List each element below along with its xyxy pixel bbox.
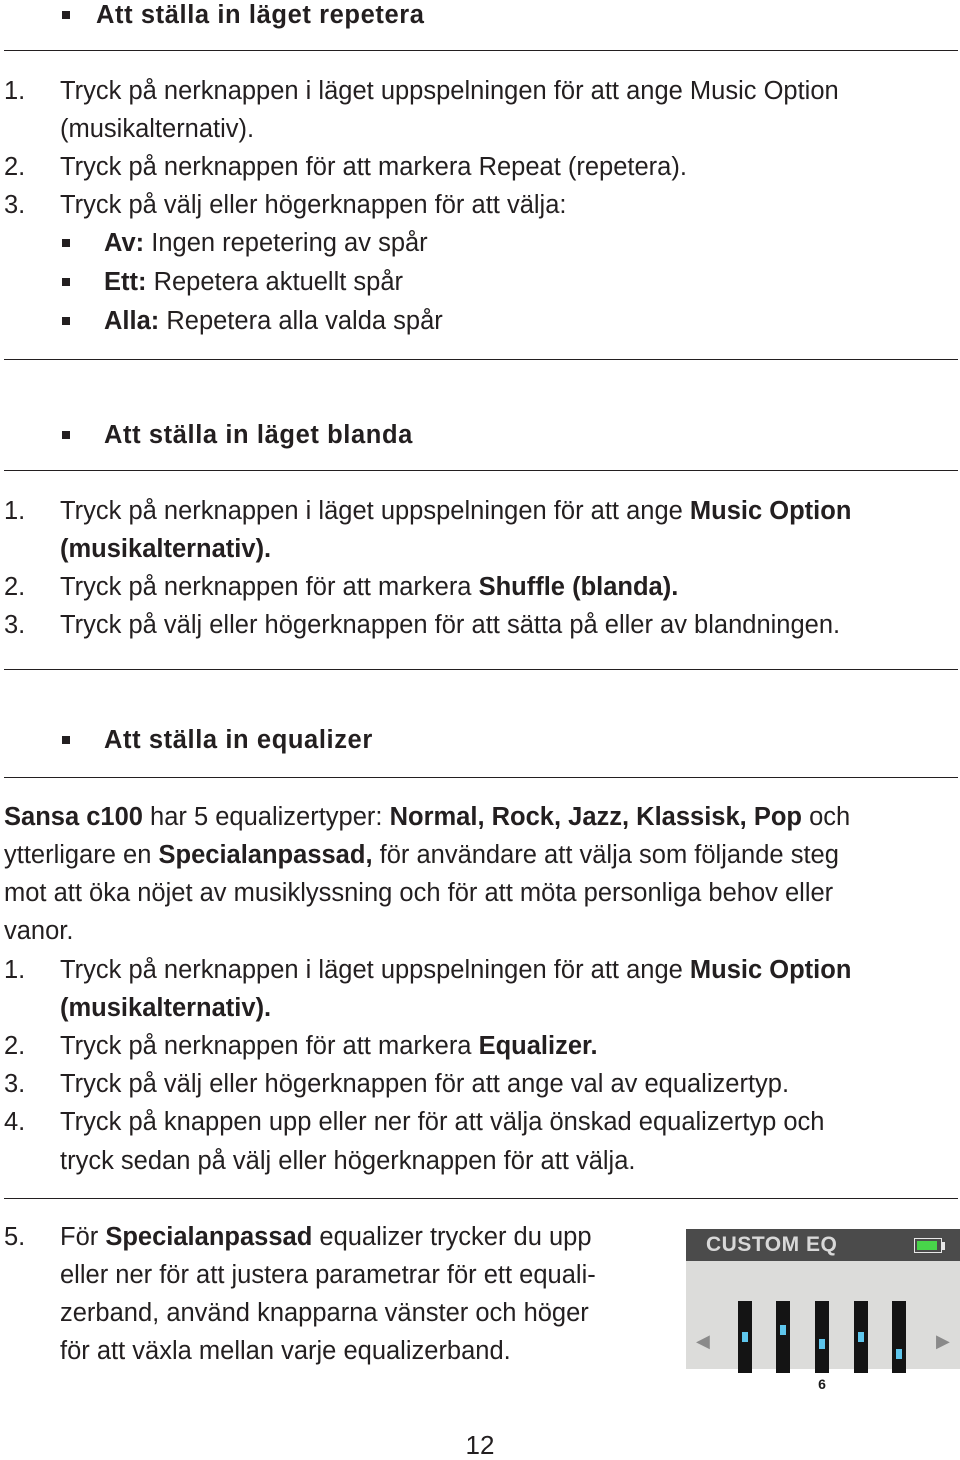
eq-band-knob[interactable]	[742, 1332, 748, 1342]
step-text: tryck sedan på välj eller högerknappen för att välja.	[60, 1147, 636, 1175]
eq-selected-value: 6	[818, 1376, 826, 1392]
eq-screen-header	[686, 1229, 960, 1261]
option-desc: Repetera alla valda spår	[159, 307, 443, 335]
option-desc: Ingen repetering av spår	[144, 229, 428, 257]
section-heading-repeat: Att ställa in läget repetera	[96, 1, 425, 29]
option-item	[104, 306, 443, 336]
eq-band-knob[interactable]	[858, 1332, 864, 1342]
triangle-left-icon[interactable]: ◀	[696, 1331, 710, 1351]
step-text: (musikalternativ).	[60, 994, 272, 1022]
divider	[4, 1198, 958, 1199]
bullet-square-icon	[62, 317, 70, 325]
intro-paragraph-line: vanor.	[4, 917, 74, 945]
step-text: Tryck på knappen upp eller ner för att välja önskad equalizertyp och	[60, 1108, 825, 1136]
step-number: 3.	[4, 1070, 26, 1098]
step-text: För Specialanpassad equalizer trycker du upp	[60, 1223, 592, 1251]
battery-level	[917, 1241, 937, 1250]
step-number: 1.	[4, 497, 26, 525]
custom-eq-screen	[686, 1229, 960, 1392]
eq-band-area	[686, 1261, 960, 1392]
intro-paragraph-line: Sansa c100 har 5 equalizertyper: Normal, Rock, Jazz, Klassisk, Pop och	[4, 803, 851, 831]
divider	[4, 777, 958, 778]
intro-paragraph-line: mot att öka nöjet av musiklyssning och för att möta personliga behov eller	[4, 879, 834, 907]
step-number: 3.	[4, 611, 26, 639]
eq-band-knob[interactable]	[780, 1325, 786, 1335]
step-text: Tryck på nerknappen för att markera Repeat (repetera).	[60, 153, 687, 181]
step-text: Tryck på nerknappen i läget uppspelningen för att ange Music Option	[60, 77, 839, 105]
option-term: Alla:	[104, 307, 160, 335]
step-number: 1.	[4, 77, 26, 105]
page-number: 12	[465, 1430, 495, 1460]
bullet-square-icon	[62, 278, 70, 286]
option-term: Ett:	[104, 268, 147, 296]
bullet-square-icon	[62, 11, 70, 19]
bullet-square-icon	[62, 736, 70, 744]
intro-paragraph-line: ytterligare en Specialanpassad, för användare att välja som följande steg	[4, 841, 839, 869]
eq-band-slider[interactable]	[892, 1301, 906, 1373]
divider	[4, 669, 958, 670]
bullet-square-icon	[62, 239, 70, 247]
option-term: Av:	[104, 229, 145, 257]
option-item	[104, 267, 403, 297]
eq-band-knob[interactable]	[896, 1349, 902, 1359]
step-text: Tryck på välj eller högerknappen för att ange val av equalizertyp.	[60, 1070, 790, 1098]
divider	[4, 50, 958, 51]
step-number: 4.	[4, 1108, 26, 1136]
eq-band-slider[interactable]	[738, 1301, 752, 1373]
battery-icon	[914, 1238, 942, 1253]
step-text: för att växla mellan varje equalizerband.	[60, 1337, 511, 1365]
eq-band-slider[interactable]	[815, 1301, 829, 1373]
eq-band-knob[interactable]	[819, 1339, 825, 1349]
step-text: Tryck på välj eller högerknappen för att sätta på eller av blandningen.	[60, 611, 841, 639]
bullet-square-icon	[62, 431, 70, 439]
section-heading-equalizer: Att ställa in equalizer	[104, 726, 373, 754]
step-number: 2.	[4, 153, 26, 181]
step-number: 2.	[4, 1032, 26, 1060]
divider	[4, 359, 958, 360]
step-text: Tryck på nerknappen i läget uppspelningen för att ange Music Option	[60, 497, 852, 525]
step-text: eller ner för att justera parametrar för ett equali-	[60, 1261, 596, 1289]
option-desc: Repetera aktuellt spår	[146, 268, 404, 296]
step-number: 3.	[4, 191, 26, 219]
battery-tip	[942, 1242, 945, 1250]
step-text: Tryck på nerknappen för att markera Shuffle (blanda).	[60, 573, 679, 601]
eq-screen-title: CUSTOM EQ	[706, 1233, 838, 1256]
step-number: 2.	[4, 573, 26, 601]
step-text: Tryck på välj eller högerknappen för att välja:	[60, 191, 567, 219]
step-text: Tryck på nerknappen i läget uppspelningen för att ange Music Option	[60, 956, 852, 984]
step-text: (musikalternativ).	[60, 535, 272, 563]
step-text: Tryck på nerknappen för att markera Equalizer.	[60, 1032, 598, 1060]
divider	[4, 470, 958, 471]
triangle-right-icon[interactable]: ▶	[936, 1331, 950, 1351]
section-heading-shuffle: Att ställa in läget blanda	[104, 421, 413, 449]
eq-band-slider[interactable]	[776, 1301, 790, 1373]
option-item	[104, 228, 428, 258]
step-text: (musikalternativ).	[60, 115, 255, 143]
step-number: 1.	[4, 956, 26, 984]
step-number-continuation	[4, 114, 11, 144]
step-number: 5.	[4, 1223, 26, 1251]
step-text: zerband, använd knapparna vänster och höger	[60, 1299, 589, 1327]
eq-band-slider[interactable]	[854, 1301, 868, 1373]
